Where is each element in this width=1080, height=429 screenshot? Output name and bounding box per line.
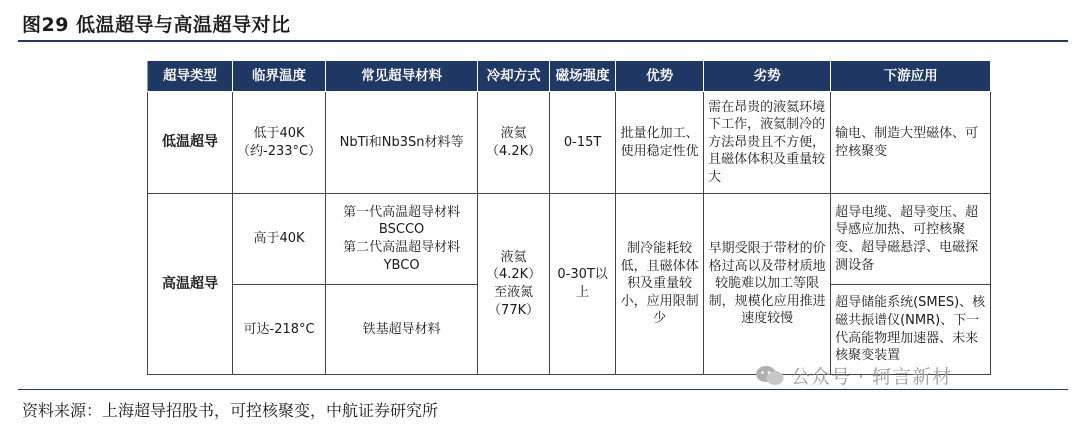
cell-high-cooling: 液氦 （4.2K） 至液氮 （77K） <box>478 194 550 375</box>
header-advantage: 优势 <box>616 61 704 92</box>
header-type: 超导类型 <box>148 61 233 92</box>
title-divider <box>18 40 1068 42</box>
cell-high-material-1: 第一代高温超导材料BSCCO 第二代高温超导材料YBCO <box>326 194 478 285</box>
cell-low-temp: 低于40K （约-233°C） <box>233 92 326 194</box>
cell-high-field: 0-30T以上 <box>550 194 616 375</box>
cell-low-field: 0-15T <box>550 92 616 194</box>
cell-low-disadvantage: 需在昂贵的液氦环境下工作，液氦制冷的方法昂贵且不方便，且磁体体积及重量较大 <box>704 92 831 194</box>
table-row-low-temp <box>148 92 991 194</box>
header-field: 磁场强度 <box>550 61 616 92</box>
watermark <box>755 362 952 389</box>
cell-high-temp-1: 高于40K <box>233 194 326 285</box>
source-note: 资料来源：上海超导招股书，可控核聚变，中航证券研究所 <box>22 401 439 420</box>
header-material: 常见超导材料 <box>326 61 478 92</box>
cell-low-advantage: 批量化加工、使用稳定性优 <box>616 92 704 194</box>
header-cooling: 冷却方式 <box>478 61 550 92</box>
wechat-icon <box>755 365 785 387</box>
cell-low-cooling: 液氦 （4.2K） <box>478 92 550 194</box>
cell-high-material-2: 铁基超导材料 <box>326 285 478 375</box>
cell-high-disadvantage: 早期受限于带材的价格过高以及带材质地较脆难以加工等限制，规模化应用推进速度较慢 <box>704 194 831 375</box>
cell-high-application-1: 超导电缆、超导变压、超导感应加热、可控核聚变、超导磁悬浮、电磁探测设备 <box>831 194 991 285</box>
cell-high-temp-2: 可达-218°C <box>233 285 326 375</box>
comparison-table <box>147 60 991 375</box>
cell-high-advantage: 制冷能耗较低，且磁体体积及重量较小，应用限制少 <box>616 194 704 375</box>
header-critical-temp: 临界温度 <box>233 61 326 92</box>
cell-low-application: 输电、制造大型磁体、可控核聚变 <box>831 92 991 194</box>
table-row-high-temp-1 <box>148 194 991 285</box>
cell-high-application-2: 超导储能系统(SMES)、核磁共振谱仪(NMR)、下一代高能物理加速器、未来核聚变装置 <box>831 285 991 375</box>
source-divider <box>18 389 1068 390</box>
watermark-text: 公众号 · 轲言新材 <box>791 366 953 388</box>
header-application: 下游应用 <box>831 61 991 92</box>
cell-low-type: 低温超导 <box>148 92 233 194</box>
header-disadvantage: 劣势 <box>704 61 831 92</box>
figure-title: 图29 低温超导与高温超导对比 <box>22 14 291 36</box>
cell-low-material: NbTi和Nb3Sn材料等 <box>326 92 478 194</box>
table-header-row <box>148 61 991 92</box>
cell-high-type: 高温超导 <box>148 194 233 375</box>
